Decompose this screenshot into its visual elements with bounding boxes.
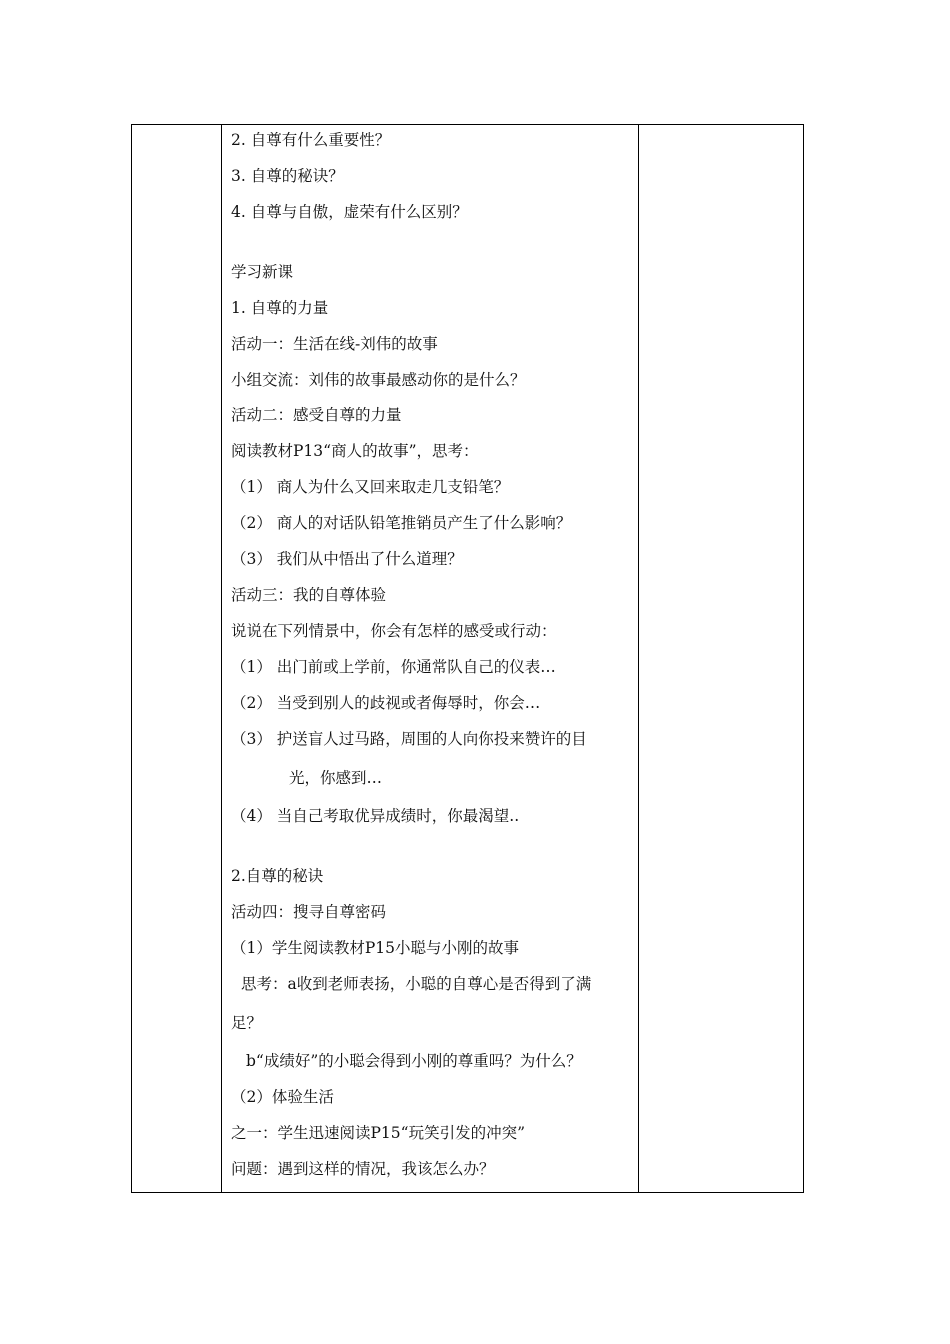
list-item-continuation: 光，你感到… xyxy=(289,769,383,787)
right-column-cell xyxy=(639,125,803,1192)
lesson-table xyxy=(131,124,804,1193)
list-item: （3） 我们从中悟出了什么道理？ xyxy=(231,550,463,568)
question-line: 2. 自尊有什么重要性？ xyxy=(231,131,391,149)
list-item: （4） 当自己考取优异成绩时，你最渴望.. xyxy=(231,807,520,825)
question-line: 问题：遇到这样的情况，我该怎么办？ xyxy=(231,1160,495,1178)
reading-prompt: 阅读教材P13“商人的故事”，思考： xyxy=(231,442,479,460)
scenario-prompt: 说说在下列情景中，你会有怎样的感受或行动： xyxy=(231,622,557,640)
left-column-cell xyxy=(132,125,221,1192)
subsection-heading: 1. 自尊的力量 xyxy=(231,299,329,317)
question-line: 3. 自尊的秘诀？ xyxy=(231,167,344,185)
list-item: （2） 当受到别人的歧视或者侮辱时，你会… xyxy=(231,694,541,712)
thinking-prompt: b“成绩好”的小聪会得到小刚的尊重吗？为什么？ xyxy=(246,1052,582,1070)
section-heading: 学习新课 xyxy=(231,263,294,281)
reading-task: （1）学生阅读教材P15小聪与小刚的故事 xyxy=(231,939,520,957)
activity-title: 活动二：感受自尊的力量 xyxy=(231,406,402,424)
activity-title: 活动四：搜寻自尊密码 xyxy=(231,903,387,921)
thinking-prompt-continuation: 足？ xyxy=(231,1014,263,1032)
discussion-line: 小组交流：刘伟的故事最感动你的是什么？ xyxy=(231,371,526,389)
subsection-heading: 2.自尊的秘诀 xyxy=(231,867,324,885)
question-line: 4. 自尊与自傲，虚荣有什么区别？ xyxy=(231,203,468,221)
experience-task: 之一：学生迅速阅读P15“玩笑引发的冲突” xyxy=(231,1124,526,1142)
list-item: （1） 商人为什么又回来取走几支铅笔？ xyxy=(231,478,510,496)
column-divider-left xyxy=(221,125,222,1192)
list-item: （3） 护送盲人过马路，周围的人向你投来赞许的目 xyxy=(231,730,587,748)
thinking-prompt: 思考：a收到老师表扬，小聪的自尊心是否得到了满 xyxy=(241,975,592,993)
activity-title: 活动三：我的自尊体验 xyxy=(231,586,387,604)
activity-title: 活动一：生活在线-刘伟的故事 xyxy=(231,335,438,353)
list-item: （1） 出门前或上学前，你通常队自己的仪表… xyxy=(231,658,556,676)
experience-heading: （2）体验生活 xyxy=(231,1088,334,1106)
list-item: （2） 商人的对话队铅笔推销员产生了什么影响？ xyxy=(231,514,572,532)
